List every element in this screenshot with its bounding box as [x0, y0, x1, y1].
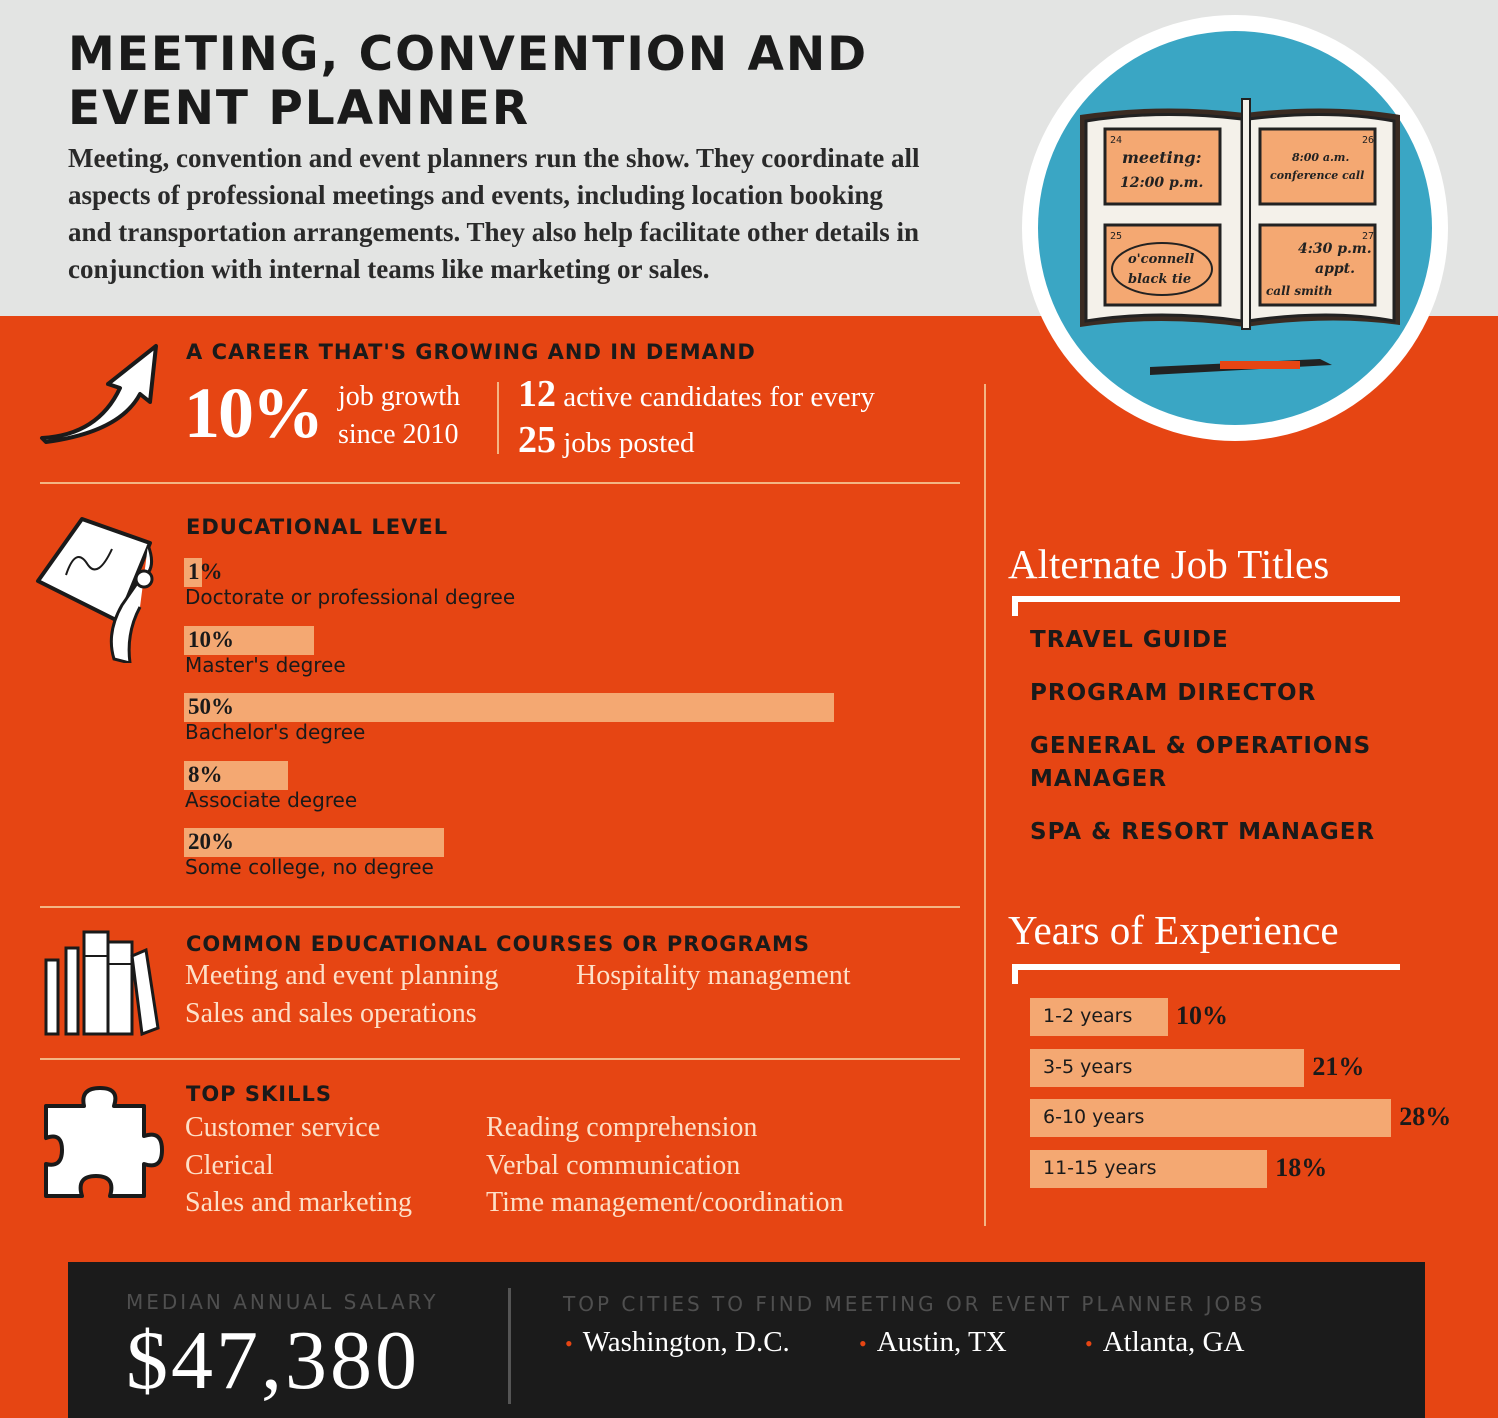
- skill-item: Clerical: [185, 1150, 274, 1181]
- growth-divider: [497, 382, 499, 454]
- heading-underline: [1012, 964, 1400, 970]
- course-item: Hospitality management: [576, 960, 851, 991]
- experience-category-label: 3-5 years: [1043, 1055, 1133, 1078]
- city-item: • Washington, D.C.: [565, 1326, 790, 1358]
- course-item: Sales and sales operations: [185, 998, 477, 1029]
- books-icon: [42, 928, 162, 1038]
- experience-value-label: 18%: [1275, 1152, 1328, 1182]
- education-category-label: Associate degree: [185, 787, 358, 812]
- growth-text: job growth since 2010: [338, 381, 461, 450]
- intro-line: and transportation arrangements. They also help facilitate other details in: [68, 217, 919, 247]
- skill-item: Reading comprehension: [486, 1112, 758, 1143]
- experience-value-label: 10%: [1176, 1001, 1228, 1030]
- education-category-label: Some college, no degree: [185, 855, 434, 879]
- note-day: 25: [1110, 231, 1123, 242]
- note-text: 8:00 a.m.: [1292, 151, 1350, 164]
- salary-label: MEDIAN ANNUAL SALARY: [126, 1290, 439, 1314]
- divider: [40, 1058, 960, 1060]
- footer-divider: [508, 1288, 511, 1404]
- note-text: o'connell: [1128, 252, 1195, 267]
- heading-underline-tick: [1012, 964, 1018, 984]
- alt-title-item: PROGRAM DIRECTOR: [1030, 680, 1317, 706]
- skill-item: Verbal communication: [486, 1150, 741, 1181]
- growth-heading: A CAREER THAT'S GROWING AND IN DEMAND: [186, 340, 756, 364]
- puzzle-piece-icon: [40, 1084, 165, 1209]
- divider: [40, 482, 960, 484]
- education-value-label: 20%: [188, 829, 234, 854]
- education-value-label: 50%: [188, 694, 234, 719]
- skill-item: Time management/coordination: [486, 1187, 844, 1218]
- column-divider: [984, 384, 986, 1226]
- candidates-text: 12 active candidates for every: [518, 373, 875, 415]
- skills-heading: TOP SKILLS: [186, 1082, 332, 1106]
- education-category-label: Bachelor's degree: [185, 720, 366, 744]
- experience-value-label: 28%: [1399, 1102, 1452, 1131]
- experience-value-label: 21%: [1312, 1051, 1365, 1081]
- note-day: 27: [1362, 231, 1375, 242]
- city-item: • Austin, TX: [859, 1326, 1007, 1358]
- note-text: conference call: [1270, 169, 1365, 182]
- salary-value: $47,380: [126, 1314, 420, 1407]
- education-heading: EDUCATIONAL LEVEL: [186, 515, 449, 539]
- note-day: 24: [1110, 135, 1123, 146]
- education-value-label: 8%: [188, 761, 223, 787]
- note-text: 4:30 p.m.: [1298, 241, 1372, 257]
- skill-item: Sales and marketing: [185, 1187, 413, 1218]
- growth-arrow-icon: [38, 340, 163, 445]
- intro-line: conjunction with internal teams like marketing or sales.: [68, 254, 710, 284]
- course-item: Meeting and event planning: [185, 960, 499, 991]
- education-category-label: Master's degree: [185, 652, 346, 677]
- note-day: 26: [1362, 135, 1375, 146]
- graduation-cap-icon: [32, 515, 162, 663]
- alt-title-item: TRAVEL GUIDE: [1030, 627, 1229, 653]
- experience-category-label: 11-15 years: [1043, 1156, 1157, 1179]
- note-text: meeting:: [1122, 148, 1202, 167]
- education-value-label: 1%: [188, 559, 223, 584]
- calendar-icon: [1070, 95, 1410, 385]
- intro-line: Meeting, convention and event planners run the show. They coordinate all: [68, 143, 920, 173]
- skill-item: Customer service: [185, 1112, 381, 1143]
- experience-heading: Years of Experience: [1008, 907, 1339, 953]
- education-bar: [184, 693, 834, 722]
- intro-text: [68, 140, 1013, 288]
- alt-titles-heading: Alternate Job Titles: [1008, 541, 1330, 587]
- city-item: • Atlanta, GA: [1085, 1326, 1245, 1358]
- page-title: MEETING, CONVENTION AND EVENT PLANNER: [68, 27, 869, 136]
- jobs-posted-text: 25 jobs posted: [518, 419, 695, 461]
- experience-category-label: 1-2 years: [1043, 1005, 1133, 1027]
- growth-percent: 10%: [184, 373, 322, 453]
- experience-category-label: 6-10 years: [1043, 1106, 1145, 1128]
- intro-line: aspects of professional meetings and events, including location booking: [68, 180, 883, 210]
- note-text: black tie: [1128, 272, 1192, 287]
- note-text: 12:00 p.m.: [1120, 175, 1204, 191]
- heading-underline: [1012, 596, 1400, 602]
- courses-heading: COMMON EDUCATIONAL COURSES OR PROGRAMS: [186, 932, 810, 956]
- alt-title-item: GENERAL & OPERATIONS MANAGER: [1030, 733, 1372, 792]
- note-text: call smith: [1266, 284, 1333, 298]
- divider: [40, 906, 960, 908]
- note-text: appt.: [1315, 261, 1355, 277]
- alt-title-item: SPA & RESORT MANAGER: [1030, 819, 1376, 845]
- education-category-label: Doctorate or professional degree: [185, 585, 516, 609]
- education-value-label: 10%: [188, 626, 234, 652]
- cities-label: TOP CITIES TO FIND MEETING OR EVENT PLANNER JOBS: [563, 1292, 1266, 1316]
- heading-underline-tick: [1012, 596, 1018, 616]
